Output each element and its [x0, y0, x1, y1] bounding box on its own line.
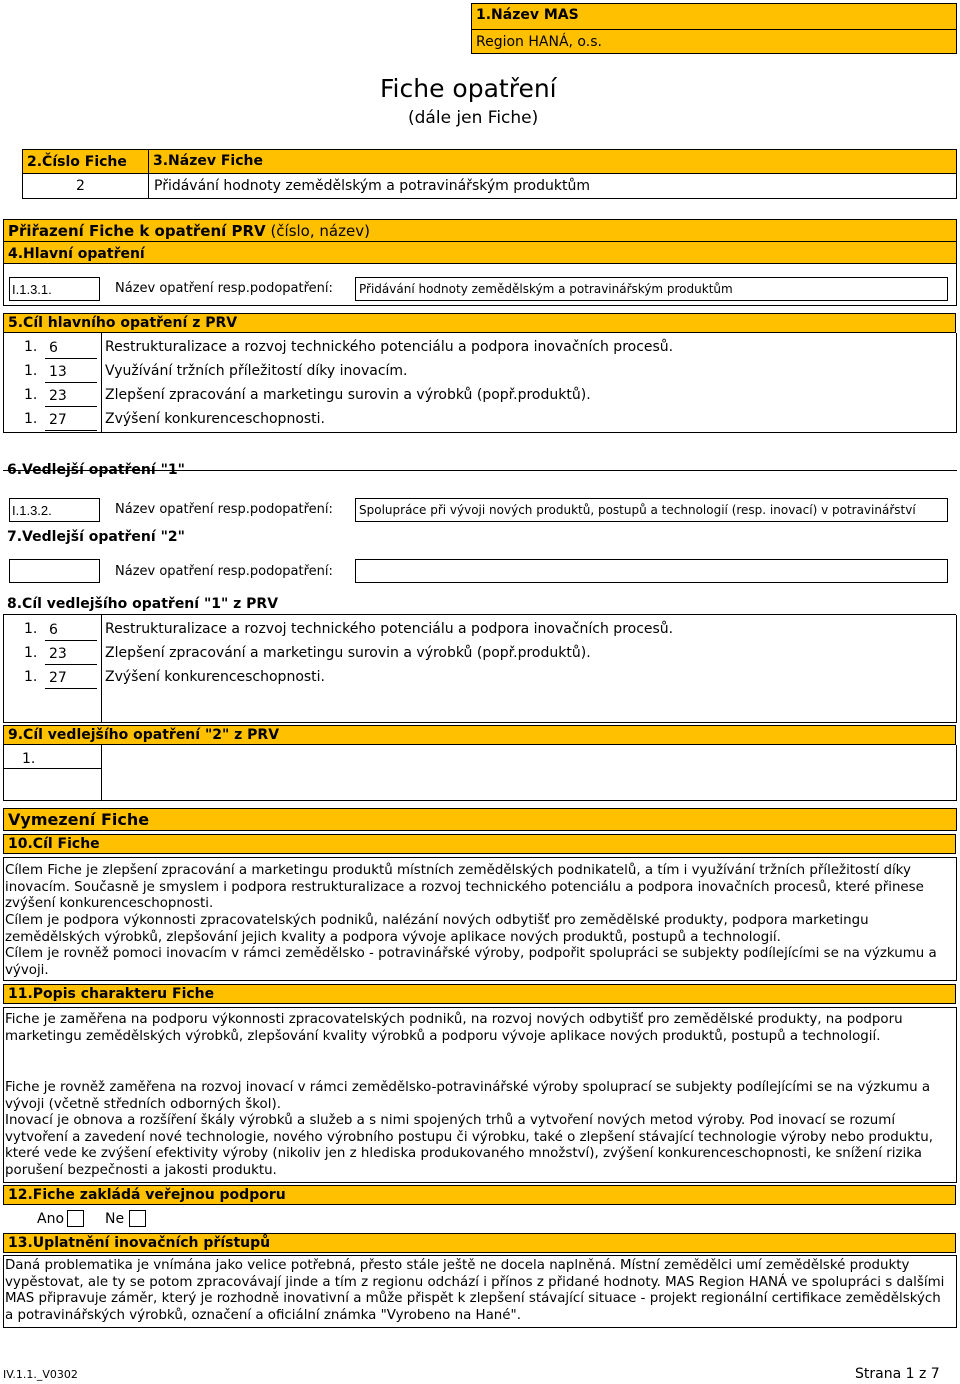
goal-row-code: 6 — [49, 340, 58, 356]
fiche-number: 2 — [76, 178, 85, 194]
goal-row-prefix: 1. — [24, 411, 38, 427]
goal-p1: Cílem Fiche je zlepšení zpracování a marketingu produktů místních zemědělských podnikatelů, a tím i využívání tržních příležitostí díky inovacím. Současně je smyslem i podpora restrukturalizace a rozvoj technického potenciálu a podpora inovačních procesů, které přinese zvýšení konkurenceschopnosti. — [5, 863, 924, 911]
char-p3: Inovací je obnova a rozšíření škály výrobků a služeb a s nimi spojených trhů a vytvoření nových metod výroby. Pod inovací se rozumí vytvoření a zavedení nové technologie, nového výrobního postupu či výrobku, také o zlepšení stávající technologie výroby nebo produktu, které vede ke zvýšení efektivity výroby (nikoliv jen z hlediska produkovaného množství), zvýšení konkurenceschopnosti, ke snížení rizika porušení bezpečnosti a jakosti produktu. — [5, 1113, 934, 1178]
innov-p1: Daná problematika je vnímána jako velice potřebná, přesto stále ještě ne docela naplněná. Místní zemědělci umí zemědělské produkty vypěstovat, ale ty se potom zpracovávají jinde a tím z regionu odchází i přínos z přidané hodnoty. MAS Region HANÁ ve spolupráci s dalšími MAS připravuje záměr, který je rozhodně inovativní a může přispět k zlepšení stávající situace - projekt regionální certifikace zemědělských a potravinářských výrobků, označení a oficiální známka "Vyrobeno na Hané". — [5, 1258, 945, 1323]
side2-name-field[interactable] — [355, 559, 948, 583]
public-no-checkbox[interactable] — [129, 1210, 146, 1227]
goal-row-text: Zlepšení zpracování a marketingu surovin a výrobků (popř.produktů). — [105, 387, 591, 403]
goal-row-code: 23 — [49, 388, 67, 404]
goal-row-prefix: 1. — [24, 363, 38, 379]
goal-row-prefix: 1. — [24, 669, 38, 685]
goal-row-prefix: 1. — [24, 387, 38, 403]
goal-p2: Cílem je podpora výkonnosti zpracovatelských podniků, nalézání nových odbytišť pro zemědělské produkty, podpora marketingu zemědělských výrobků, zlepšování jejich kvality a podpora vývoje aplikace nových produktů, postupů a technologií. — [5, 913, 869, 945]
goal-p3: Cílem je rovněž pomoci inovacím v rámci zemědělsko - potravinářské výroby, podpořit spolupráci se subjekty podílejícími se na výzkumu a vývoji. — [5, 946, 937, 978]
mas-box — [471, 3, 957, 54]
page-subtitle: (dále jen Fiche) — [408, 108, 539, 128]
assign-suffix: (číslo, název) — [270, 222, 370, 240]
goal-row-code: 23 — [49, 646, 67, 662]
main-measure-name: Přidávání hodnoty zemědělským a potravinářským produktům — [359, 282, 733, 296]
assign-bar — [3, 219, 957, 242]
main-measure-code: I.1.3.1. — [12, 282, 52, 297]
scope-title: Vymezení Fiche — [8, 810, 150, 829]
char-p1: Fiche je zaměřena na podporu výkonnosti zpracovatelských podniků, na rozvoj nových odbytišť pro zemědělské produkty, na podporu marketingu zemědělských výrobků, zlepšování kvality výrobků a podporu vývoje aplikace nových produktů, postupů a technologií. — [5, 1012, 903, 1044]
public-yes-label: Ano — [37, 1211, 65, 1227]
goal-row-code: 27 — [49, 670, 67, 686]
goal-header: 10.Cíl Fiche — [3, 834, 956, 854]
fiche-name: Přidávání hodnoty zemědělským a potravinářským produktům — [154, 178, 590, 194]
goal-side2-body — [3, 745, 957, 801]
goal-main-header: 5.Cíl hlavního opatření z PRV — [3, 313, 956, 333]
goal-row-text: Zlepšení zpracování a marketingu surovin a výrobků (popř.produktů). — [105, 645, 591, 661]
main-measure-name-field[interactable] — [355, 277, 948, 301]
fiche-number-label: 2.Číslo Fiche — [27, 154, 127, 170]
main-measure-name-label: Název opatření resp.podopatření: — [115, 281, 333, 296]
page-title: Fiche opatření — [380, 74, 557, 103]
mas-value: Region HANÁ, o.s. — [476, 34, 602, 50]
public-no-label: Ne — [105, 1211, 125, 1227]
goal-row-text: Zvýšení konkurenceschopnosti. — [105, 669, 326, 685]
goal-row-code: 27 — [49, 412, 67, 428]
side2-name-label: Název opatření resp.podopatření: — [115, 564, 333, 579]
goal-row-code: 6 — [49, 622, 58, 638]
footer-code: IV.1.1._V0302 — [3, 1368, 78, 1381]
goal-row-prefix: 1. — [24, 645, 38, 661]
public-header: 12.Fiche zakládá veřejnou podporu — [3, 1185, 956, 1205]
fiche-name-label-cell — [148, 149, 957, 174]
fiche-number-cell — [22, 173, 149, 199]
innov-header: 13.Uplatnění inovačních přístupů — [3, 1233, 956, 1253]
goal-row-text: Restrukturalizace a rozvoj technického potenciálu a podpora inovačních procesů. — [105, 621, 674, 637]
side1-code: I.1.3.2. — [12, 503, 52, 518]
side1-name-label: Název opatření resp.podopatření: — [115, 502, 333, 517]
goal-side2-header: 9.Cíl vedlejšího opatření "2" z PRV — [3, 725, 956, 745]
fiche-name-cell — [148, 173, 957, 199]
goal-row-code: 13 — [49, 364, 67, 380]
goal-row-text: Využívání tržních příležitostí díky inovacím. — [105, 363, 408, 379]
assign-title: Přiřazení Fiche k opatření PRV — [8, 222, 266, 240]
goal-row-text: Zvýšení konkurenceschopnosti. — [105, 411, 326, 427]
side1-name-field[interactable] — [355, 498, 948, 522]
goal-row-prefix: 1. — [24, 621, 38, 637]
main-measure-bar — [3, 241, 957, 264]
side1-label: 6.Vedlejší opatření "1" — [7, 462, 185, 478]
char-header: 11.Popis charakteru Fiche — [3, 984, 956, 1004]
fiche-name-label: 3.Název Fiche — [153, 153, 263, 169]
mas-label: 1.Název MAS — [476, 7, 579, 23]
goal-row-prefix: 1. — [24, 339, 38, 355]
side1-name: Spolupráce při vývoji nových produktů, postupů a technologií (resp. inovací) v potravinářství — [359, 503, 916, 517]
char-p2: Fiche je rovněž zaměřena na rozvoj inovací v rámci zemědělsko-potravinářské výroby spoluprací se subjekty podílejícími se na výzkumu a vývoji (včetně středních odborných škol). — [5, 1080, 931, 1112]
public-yes-checkbox[interactable] — [67, 1210, 84, 1227]
side1-code-field[interactable] — [9, 498, 100, 522]
goal-side2-num: 1. — [22, 751, 36, 767]
main-measure-label: 4.Hlavní opatření — [8, 246, 145, 262]
goal-side1-header: 8.Cíl vedlejšího opatření "1" z PRV — [3, 595, 956, 615]
goal-row-text: Restrukturalizace a rozvoj technického potenciálu a podpora inovačních procesů. — [105, 339, 674, 355]
fiche-number-label-cell — [22, 149, 149, 174]
footer-page: Strana 1 z 7 — [855, 1366, 940, 1382]
scope-bar — [3, 808, 957, 831]
main-measure-code-field[interactable] — [9, 277, 100, 301]
side2-code-field[interactable] — [9, 559, 100, 583]
side2-label: 7.Vedlejší opatření "2" — [7, 529, 185, 545]
